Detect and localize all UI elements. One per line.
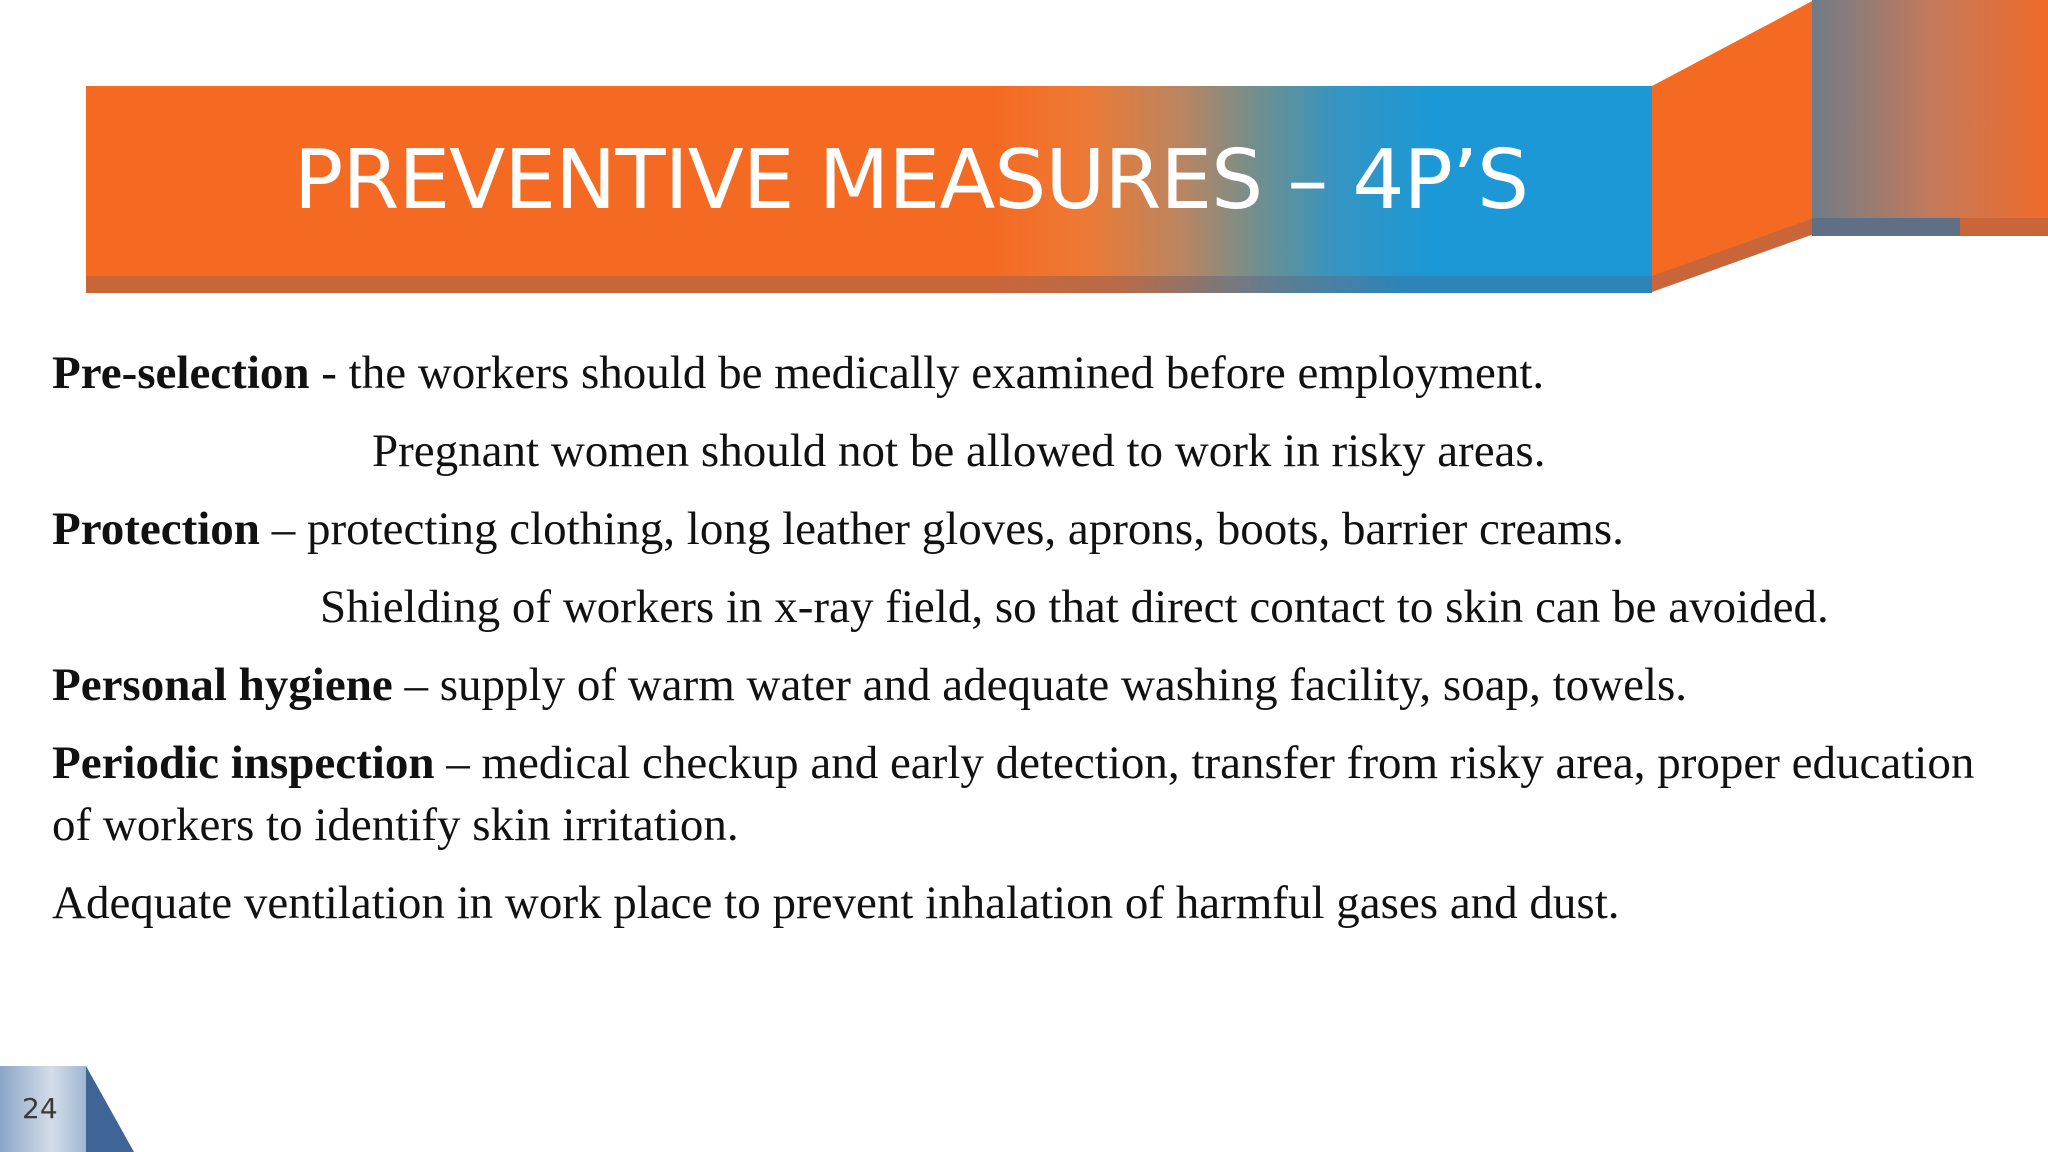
page-number-badge (0, 1066, 140, 1152)
hygiene-text: – supply of warm water and adequate washing facility, soap, towels. (392, 659, 1688, 711)
page-number-badge-shape (0, 1066, 140, 1152)
preselection-text: - the workers should be medically examined before employment. (309, 347, 1545, 399)
inspection-text: – medical checkup and early detection, transfer from risky area, proper education of workers to identify skin irritation. (52, 737, 1975, 851)
protection-continuation: Shielding of workers in x-ray field, so that direct contact to skin can be avoided. (320, 581, 1829, 633)
preselection-continuation: Pregnant women should not be allowed to work in risky areas. (372, 425, 1546, 477)
inspection-item (52, 732, 1982, 856)
slide-body (52, 342, 2002, 950)
page-number: 24 (22, 1092, 58, 1125)
inspection-term: Periodic inspection (52, 737, 435, 789)
hygiene-term: Personal hygiene (52, 659, 393, 711)
preselection-item (52, 342, 2002, 404)
protection-term: Protection (52, 503, 260, 555)
protection-text: – protecting clothing, long leather gloves, aprons, boots, barrier creams. (259, 503, 1624, 555)
title-band-shadow (86, 276, 1652, 293)
preselection-term: Pre-selection (52, 347, 310, 399)
ventilation-item: Adequate ventilation in work place to prevent inhalation of harmful gases and dust. (52, 877, 1620, 929)
protection-item (52, 498, 2002, 560)
slide-title: PREVENTIVE MEASURES – 4P’S (293, 133, 1529, 228)
hygiene-item (52, 654, 2002, 716)
